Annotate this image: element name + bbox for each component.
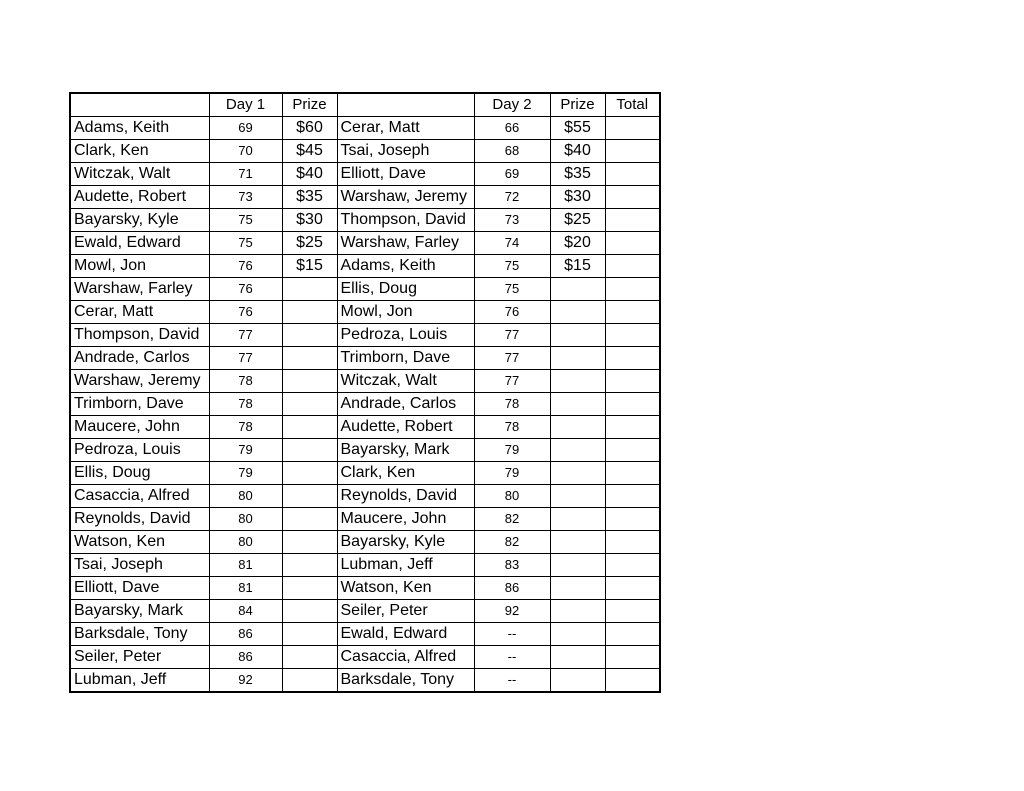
day2-prize-cell: $15 bbox=[550, 255, 605, 278]
day1-name-cell: Andrade, Carlos bbox=[70, 347, 209, 370]
table-row bbox=[70, 117, 660, 140]
day1-prize-cell bbox=[282, 531, 337, 554]
day2-name-cell: Lubman, Jeff bbox=[337, 554, 474, 577]
day2-prize-cell bbox=[550, 623, 605, 646]
day2-score-cell: 68 bbox=[474, 140, 550, 163]
total-cell bbox=[605, 485, 660, 508]
day2-prize-cell bbox=[550, 347, 605, 370]
day2-prize-cell bbox=[550, 508, 605, 531]
table-row bbox=[70, 301, 660, 324]
table-row bbox=[70, 623, 660, 646]
day1-score-cell: 76 bbox=[209, 278, 282, 301]
day1-prize-cell: $40 bbox=[282, 163, 337, 186]
total-cell bbox=[605, 416, 660, 439]
day2-name-cell: Maucere, John bbox=[337, 508, 474, 531]
table-row bbox=[70, 163, 660, 186]
total-cell bbox=[605, 255, 660, 278]
day1-name-cell: Casaccia, Alfred bbox=[70, 485, 209, 508]
total-cell bbox=[605, 301, 660, 324]
day2-prize-cell bbox=[550, 301, 605, 324]
day1-name-cell: Watson, Ken bbox=[70, 531, 209, 554]
day1-name-cell: Clark, Ken bbox=[70, 140, 209, 163]
day1-name-cell: Cerar, Matt bbox=[70, 301, 209, 324]
day1-name-cell: Ewald, Edward bbox=[70, 232, 209, 255]
table-row bbox=[70, 600, 660, 623]
day1-score-cell: 76 bbox=[209, 301, 282, 324]
day1-name-cell: Witczak, Walt bbox=[70, 163, 209, 186]
day1-prize-cell bbox=[282, 577, 337, 600]
table-row bbox=[70, 370, 660, 393]
total-cell bbox=[605, 163, 660, 186]
day2-score-cell: 79 bbox=[474, 439, 550, 462]
day1-score-cell: 78 bbox=[209, 393, 282, 416]
day1-name-cell: Barksdale, Tony bbox=[70, 623, 209, 646]
total-cell bbox=[605, 324, 660, 347]
day1-prize-cell bbox=[282, 393, 337, 416]
day2-prize-cell bbox=[550, 416, 605, 439]
day1-prize-cell bbox=[282, 485, 337, 508]
day2-name-cell: Trimborn, Dave bbox=[337, 347, 474, 370]
total-cell bbox=[605, 370, 660, 393]
header-day2-name bbox=[337, 93, 474, 117]
day2-prize-cell bbox=[550, 554, 605, 577]
day2-score-cell: 75 bbox=[474, 278, 550, 301]
day2-prize-cell bbox=[550, 324, 605, 347]
day2-score-cell: -- bbox=[474, 646, 550, 669]
day2-prize-cell: $25 bbox=[550, 209, 605, 232]
day1-prize-cell: $15 bbox=[282, 255, 337, 278]
day2-score-cell: 92 bbox=[474, 600, 550, 623]
day1-score-cell: 77 bbox=[209, 347, 282, 370]
header-day1-name bbox=[70, 93, 209, 117]
day1-name-cell: Elliott, Dave bbox=[70, 577, 209, 600]
day1-score-cell: 79 bbox=[209, 439, 282, 462]
table-row bbox=[70, 416, 660, 439]
table-row bbox=[70, 485, 660, 508]
day2-name-cell: Witczak, Walt bbox=[337, 370, 474, 393]
table-row bbox=[70, 531, 660, 554]
day1-score-cell: 84 bbox=[209, 600, 282, 623]
total-cell bbox=[605, 209, 660, 232]
day1-score-cell: 75 bbox=[209, 209, 282, 232]
table-row bbox=[70, 278, 660, 301]
day1-score-cell: 81 bbox=[209, 577, 282, 600]
day2-score-cell: -- bbox=[474, 669, 550, 693]
day1-prize-cell bbox=[282, 301, 337, 324]
table-row bbox=[70, 255, 660, 278]
total-cell bbox=[605, 232, 660, 255]
header-row bbox=[70, 93, 660, 117]
day2-prize-cell bbox=[550, 669, 605, 693]
day1-score-cell: 92 bbox=[209, 669, 282, 693]
total-cell bbox=[605, 439, 660, 462]
header-total: Total bbox=[605, 93, 660, 117]
table-row bbox=[70, 439, 660, 462]
day1-score-cell: 86 bbox=[209, 646, 282, 669]
day1-score-cell: 80 bbox=[209, 508, 282, 531]
total-cell bbox=[605, 462, 660, 485]
day1-prize-cell bbox=[282, 278, 337, 301]
day2-score-cell: 74 bbox=[474, 232, 550, 255]
day2-prize-cell: $30 bbox=[550, 186, 605, 209]
day1-prize-cell bbox=[282, 646, 337, 669]
day1-score-cell: 81 bbox=[209, 554, 282, 577]
header-day2-prize: Prize bbox=[550, 93, 605, 117]
day1-score-cell: 70 bbox=[209, 140, 282, 163]
day1-score-cell: 80 bbox=[209, 531, 282, 554]
day1-prize-cell: $45 bbox=[282, 140, 337, 163]
day1-prize-cell bbox=[282, 669, 337, 693]
day2-prize-cell bbox=[550, 370, 605, 393]
day2-name-cell: Warshaw, Jeremy bbox=[337, 186, 474, 209]
total-cell bbox=[605, 393, 660, 416]
table-row bbox=[70, 232, 660, 255]
day2-score-cell: 73 bbox=[474, 209, 550, 232]
day1-name-cell: Mowl, Jon bbox=[70, 255, 209, 278]
day2-name-cell: Seiler, Peter bbox=[337, 600, 474, 623]
total-cell bbox=[605, 577, 660, 600]
table-row bbox=[70, 462, 660, 485]
day2-name-cell: Reynolds, David bbox=[337, 485, 474, 508]
day1-name-cell: Warshaw, Farley bbox=[70, 278, 209, 301]
total-cell bbox=[605, 531, 660, 554]
header-day1-prize: Prize bbox=[282, 93, 337, 117]
total-cell bbox=[605, 600, 660, 623]
day1-name-cell: Pedroza, Louis bbox=[70, 439, 209, 462]
day2-score-cell: 80 bbox=[474, 485, 550, 508]
day2-score-cell: 78 bbox=[474, 416, 550, 439]
day2-score-cell: 77 bbox=[474, 370, 550, 393]
day2-prize-cell bbox=[550, 577, 605, 600]
day1-name-cell: Seiler, Peter bbox=[70, 646, 209, 669]
day1-prize-cell bbox=[282, 462, 337, 485]
day2-name-cell: Andrade, Carlos bbox=[337, 393, 474, 416]
day1-prize-cell bbox=[282, 600, 337, 623]
day1-prize-cell bbox=[282, 554, 337, 577]
day2-score-cell: 75 bbox=[474, 255, 550, 278]
day2-name-cell: Bayarsky, Mark bbox=[337, 439, 474, 462]
day1-name-cell: Bayarsky, Mark bbox=[70, 600, 209, 623]
table-body bbox=[70, 117, 660, 693]
total-cell bbox=[605, 186, 660, 209]
total-cell bbox=[605, 278, 660, 301]
day2-name-cell: Audette, Robert bbox=[337, 416, 474, 439]
day1-prize-cell bbox=[282, 416, 337, 439]
day1-name-cell: Tsai, Joseph bbox=[70, 554, 209, 577]
header-day1-score: Day 1 bbox=[209, 93, 282, 117]
day1-score-cell: 73 bbox=[209, 186, 282, 209]
day2-name-cell: Thompson, David bbox=[337, 209, 474, 232]
day1-prize-cell bbox=[282, 623, 337, 646]
day2-score-cell: 77 bbox=[474, 324, 550, 347]
day1-name-cell: Warshaw, Jeremy bbox=[70, 370, 209, 393]
day1-name-cell: Thompson, David bbox=[70, 324, 209, 347]
day2-prize-cell: $55 bbox=[550, 117, 605, 140]
day2-score-cell: 83 bbox=[474, 554, 550, 577]
day1-name-cell: Audette, Robert bbox=[70, 186, 209, 209]
day2-prize-cell bbox=[550, 600, 605, 623]
day1-prize-cell bbox=[282, 347, 337, 370]
day2-prize-cell bbox=[550, 485, 605, 508]
day2-score-cell: -- bbox=[474, 623, 550, 646]
header-day2-score: Day 2 bbox=[474, 93, 550, 117]
table-row bbox=[70, 209, 660, 232]
day1-prize-cell: $30 bbox=[282, 209, 337, 232]
scores-table bbox=[69, 92, 661, 693]
day2-name-cell: Pedroza, Louis bbox=[337, 324, 474, 347]
day2-prize-cell bbox=[550, 439, 605, 462]
day2-score-cell: 76 bbox=[474, 301, 550, 324]
total-cell bbox=[605, 508, 660, 531]
day2-name-cell: Tsai, Joseph bbox=[337, 140, 474, 163]
table-row bbox=[70, 347, 660, 370]
day1-name-cell: Trimborn, Dave bbox=[70, 393, 209, 416]
day1-score-cell: 76 bbox=[209, 255, 282, 278]
day1-prize-cell bbox=[282, 439, 337, 462]
table-row bbox=[70, 554, 660, 577]
day1-name-cell: Adams, Keith bbox=[70, 117, 209, 140]
table-row bbox=[70, 324, 660, 347]
total-cell bbox=[605, 554, 660, 577]
day1-score-cell: 80 bbox=[209, 485, 282, 508]
total-cell bbox=[605, 117, 660, 140]
table-row bbox=[70, 393, 660, 416]
day2-score-cell: 78 bbox=[474, 393, 550, 416]
day1-prize-cell bbox=[282, 370, 337, 393]
day1-score-cell: 75 bbox=[209, 232, 282, 255]
day1-name-cell: Bayarsky, Kyle bbox=[70, 209, 209, 232]
table-row bbox=[70, 140, 660, 163]
day1-prize-cell bbox=[282, 324, 337, 347]
day1-score-cell: 71 bbox=[209, 163, 282, 186]
total-cell bbox=[605, 646, 660, 669]
day1-score-cell: 77 bbox=[209, 324, 282, 347]
total-cell bbox=[605, 669, 660, 693]
day2-name-cell: Elliott, Dave bbox=[337, 163, 474, 186]
day1-score-cell: 78 bbox=[209, 370, 282, 393]
day1-prize-cell: $60 bbox=[282, 117, 337, 140]
table-row bbox=[70, 646, 660, 669]
table-row bbox=[70, 508, 660, 531]
day1-name-cell: Lubman, Jeff bbox=[70, 669, 209, 693]
table-row bbox=[70, 669, 660, 693]
day2-score-cell: 82 bbox=[474, 508, 550, 531]
day1-score-cell: 86 bbox=[209, 623, 282, 646]
table-row bbox=[70, 577, 660, 600]
total-cell bbox=[605, 623, 660, 646]
day2-score-cell: 79 bbox=[474, 462, 550, 485]
day2-name-cell: Warshaw, Farley bbox=[337, 232, 474, 255]
day2-score-cell: 69 bbox=[474, 163, 550, 186]
day2-name-cell: Mowl, Jon bbox=[337, 301, 474, 324]
day2-name-cell: Barksdale, Tony bbox=[337, 669, 474, 693]
day2-name-cell: Ewald, Edward bbox=[337, 623, 474, 646]
day2-score-cell: 77 bbox=[474, 347, 550, 370]
day1-score-cell: 69 bbox=[209, 117, 282, 140]
table-row bbox=[70, 186, 660, 209]
day2-prize-cell bbox=[550, 531, 605, 554]
day2-prize-cell bbox=[550, 646, 605, 669]
day2-name-cell: Casaccia, Alfred bbox=[337, 646, 474, 669]
day2-prize-cell bbox=[550, 462, 605, 485]
day1-score-cell: 79 bbox=[209, 462, 282, 485]
total-cell bbox=[605, 347, 660, 370]
day2-name-cell: Clark, Ken bbox=[337, 462, 474, 485]
day2-score-cell: 86 bbox=[474, 577, 550, 600]
day1-prize-cell: $25 bbox=[282, 232, 337, 255]
day2-prize-cell bbox=[550, 278, 605, 301]
day1-name-cell: Reynolds, David bbox=[70, 508, 209, 531]
total-cell bbox=[605, 140, 660, 163]
day2-score-cell: 82 bbox=[474, 531, 550, 554]
day2-name-cell: Cerar, Matt bbox=[337, 117, 474, 140]
day2-prize-cell bbox=[550, 393, 605, 416]
day2-name-cell: Watson, Ken bbox=[337, 577, 474, 600]
day2-score-cell: 66 bbox=[474, 117, 550, 140]
day2-score-cell: 72 bbox=[474, 186, 550, 209]
day2-name-cell: Bayarsky, Kyle bbox=[337, 531, 474, 554]
day2-prize-cell: $20 bbox=[550, 232, 605, 255]
day1-prize-cell bbox=[282, 508, 337, 531]
day2-prize-cell: $40 bbox=[550, 140, 605, 163]
day2-prize-cell: $35 bbox=[550, 163, 605, 186]
day1-name-cell: Maucere, John bbox=[70, 416, 209, 439]
day2-name-cell: Adams, Keith bbox=[337, 255, 474, 278]
day1-name-cell: Ellis, Doug bbox=[70, 462, 209, 485]
day1-prize-cell: $35 bbox=[282, 186, 337, 209]
day1-score-cell: 78 bbox=[209, 416, 282, 439]
day2-name-cell: Ellis, Doug bbox=[337, 278, 474, 301]
